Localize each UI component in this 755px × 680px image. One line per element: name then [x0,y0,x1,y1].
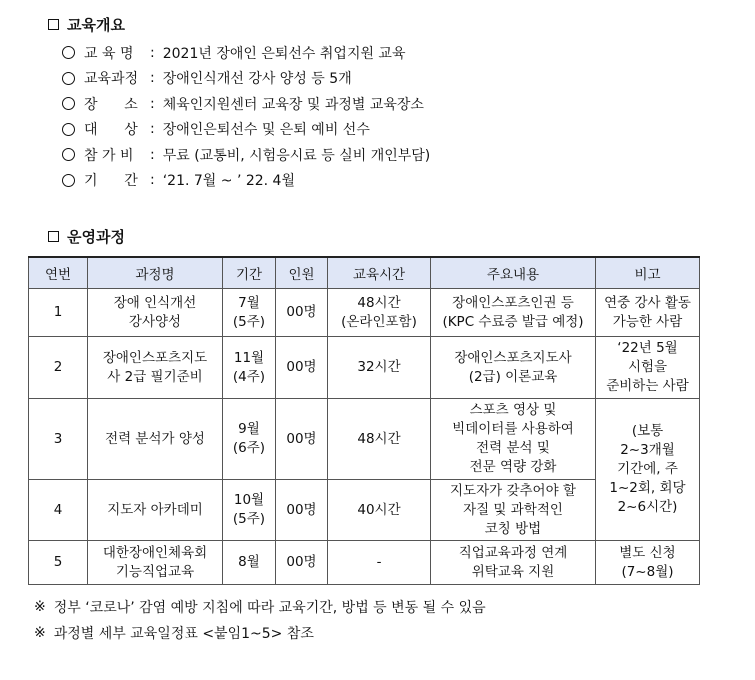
overview-label: 참 가 비 [84,147,134,164]
cell-no: 3 [29,399,88,480]
circle-bullet-icon [62,148,75,161]
overview-value: 무료 (교통비, 시험응시료 등 실비 개인부담) [162,147,431,164]
overview-label: 기 간 [84,173,138,190]
header-cell: 연번 [29,257,88,289]
overview-label: 교 육 명 [84,45,134,62]
note-mark: ※ [34,599,46,615]
table-row [29,337,700,399]
cell-no: 2 [29,337,88,399]
overview-label: 대 상 [84,122,138,139]
overview-item-course: 교육과정 : 장애인식개선 강사 양성 등 5개 [62,66,430,92]
cell-hours: 40시간 [328,480,431,541]
note-text: 과정별 세부 교육일정표 <붙임1~5> 참조 [53,626,314,642]
cell-no: 1 [29,289,88,337]
cell-remark: ‘22년 5월 시험을 준비하는 사람 [596,337,700,399]
cell-period: 7월 (5주) [223,289,276,337]
circle-bullet-icon [62,72,75,85]
cell-people: 00명 [276,480,328,541]
cell-period: 11월 (4주) [223,337,276,399]
cell-remark-merged: (보통 2~3개월 기간에, 주 1~2회, 회당 2~6시간) [596,399,700,541]
circle-bullet-icon [62,97,75,110]
overview-label: 장 소 [84,96,138,113]
overview-value: ‘21. 7월 ~ ’ 22. 4월 [162,173,295,190]
overview-item-target: 대 상 : 장애인은퇴선수 및 은퇴 예비 선수 [62,117,430,143]
note-text: 정부 ‘코로나’ 감염 예방 지침에 따라 교육기간, 방법 등 변동 될 수 있음 [53,600,486,616]
overview-item-place: 장 소 : 체육인지원센터 교육장 및 과정별 교육장소 [62,91,430,117]
overview-value: 장애인은퇴선수 및 은퇴 예비 선수 [162,122,370,139]
overview-heading [48,14,125,35]
cell-period: 10월 (5주) [223,480,276,541]
cell-hours: - [328,541,431,585]
cell-content: 직업교육과정 연계 위탁교육 지원 [431,541,596,585]
overview-list [62,40,430,193]
table-row [29,289,700,337]
cell-people: 00명 [276,399,328,480]
overview-value: 장애인식개선 강사 양성 등 5개 [162,71,352,88]
table-row [29,541,700,585]
cell-content: 장애인스포츠지도사 (2급) 이론교육 [431,337,596,399]
note-mark: ※ [34,625,46,641]
header-cell: 교육시간 [328,257,431,289]
header-cell: 비고 [596,257,700,289]
cell-people: 00명 [276,337,328,399]
table-row [29,399,700,480]
header-cell: 주요내용 [431,257,596,289]
overview-value: 체육인지원센터 교육장 및 과정별 교육장소 [162,96,424,113]
overview-value: 2021년 장애인 은퇴선수 취업지원 교육 [162,45,406,62]
operation-title: 운영과정 [67,228,125,246]
cell-period: 8월 [223,541,276,585]
overview-label: 교육과정 [84,71,139,88]
overview-item-name: 교 육 명 : 2021년 장애인 은퇴선수 취업지원 교육 [62,40,430,66]
cell-course-name: 장애 인식개선 강사양성 [88,289,223,337]
circle-bullet-icon [62,174,75,187]
cell-content: 장애인스포츠인권 등 (KPC 수료증 발급 예정) [431,289,596,337]
cell-people: 00명 [276,541,328,585]
cell-people: 00명 [276,289,328,337]
operation-heading [48,226,125,247]
cell-period: 9월 (6주) [223,399,276,480]
circle-bullet-icon [62,123,75,136]
cell-course-name: 장애인스포츠지도 사 2급 필기준비 [88,337,223,399]
cell-course-name: 지도자 아카데미 [88,480,223,541]
cell-no: 5 [29,541,88,585]
table-header-row [29,257,700,289]
note-item [34,594,486,620]
notes [34,594,486,646]
cell-content: 지도자가 갖추어야 할 자질 및 과학적인 코칭 방법 [431,480,596,541]
note-item [34,620,486,646]
cell-course-name: 전력 분석가 양성 [88,399,223,480]
cell-hours: 32시간 [328,337,431,399]
cell-hours: 48시간 (온라인포함) [328,289,431,337]
overview-item-fee: 참 가 비 : 무료 (교통비, 시험응시료 등 실비 개인부담) [62,142,430,168]
cell-remark: 별도 신청 (7~8월) [596,541,700,585]
header-cell: 기간 [223,257,276,289]
cell-course-name: 대한장애인체육회 기능직업교육 [88,541,223,585]
course-table [28,256,700,585]
overview-item-period: 기 간 : ‘21. 7월 ~ ’ 22. 4월 [62,168,430,194]
overview-title: 교육개요 [67,16,125,34]
checkbox-square-icon [48,19,59,30]
cell-no: 4 [29,480,88,541]
cell-remark: 연중 강사 활동 가능한 사람 [596,289,700,337]
cell-content: 스포츠 영상 및 빅데이터를 사용하여 전력 분석 및 전문 역량 강화 [431,399,596,480]
checkbox-square-icon [48,231,59,242]
header-cell: 과정명 [88,257,223,289]
circle-bullet-icon [62,46,75,59]
header-cell: 인원 [276,257,328,289]
cell-hours: 48시간 [328,399,431,480]
